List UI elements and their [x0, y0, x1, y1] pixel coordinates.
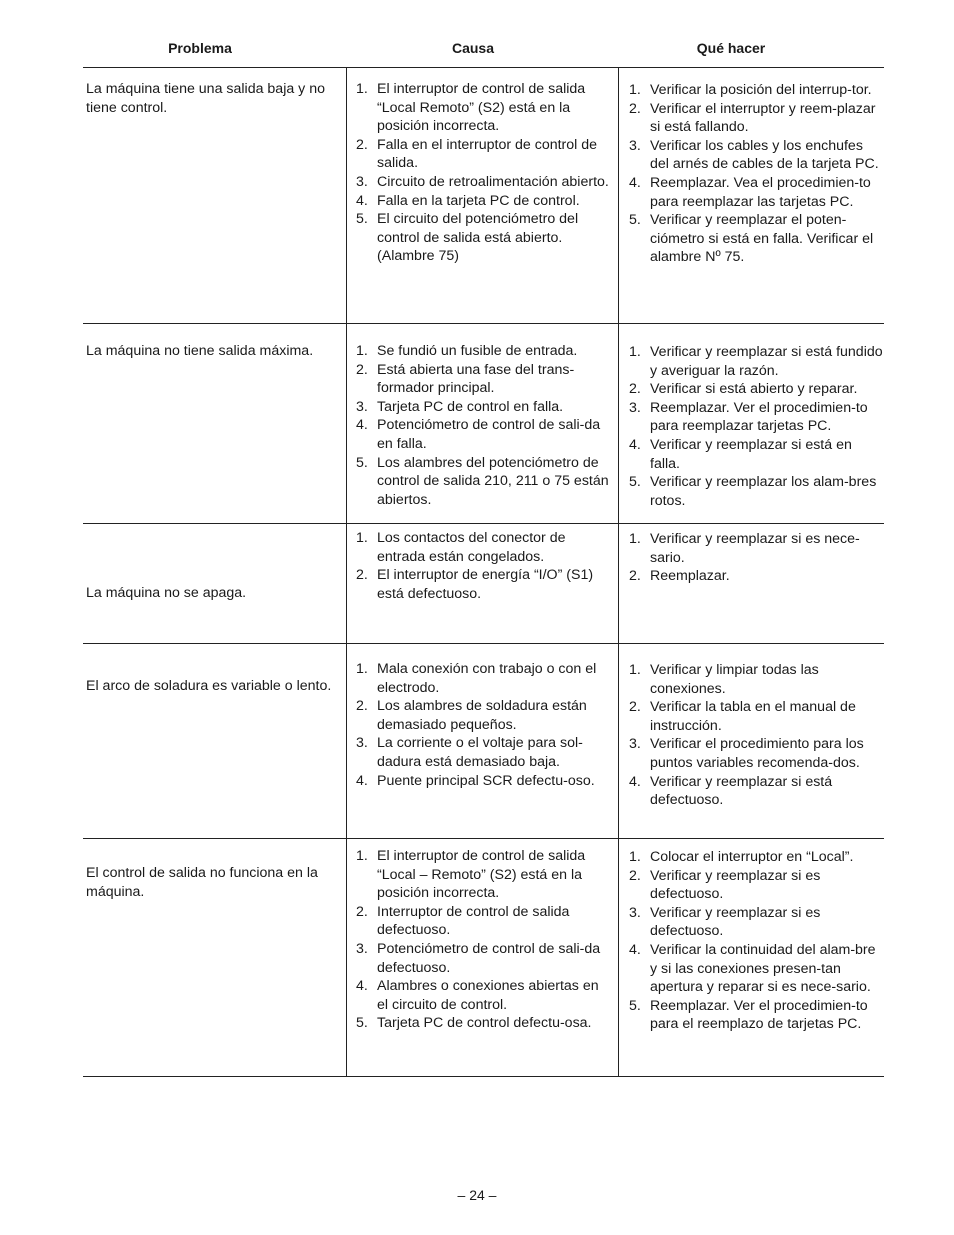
row-5-causes — [356, 847, 612, 1033]
list-item: 1. Mala conexión con trabajo o con el electrodo. — [356, 661, 597, 696]
list-item: 4. Reemplazar. Vea el procedimien-to para reemplazar las tarjetas PC. — [629, 174, 871, 210]
list-item: 3. La corriente o el voltaje para sol-dadura está demasiado baja. — [356, 735, 583, 770]
list-item: 5. Reemplazar. Ver el procedimien-to para el reemplazo de tarjetas PC. — [629, 997, 868, 1033]
row-1-causes — [356, 80, 612, 266]
row-2-fixes — [629, 343, 883, 510]
list-item: 3. Reemplazar. Ver el procedimien-to para reemplazar tarjetas PC. — [629, 399, 868, 435]
table-header — [83, 40, 884, 68]
list-item: 3. Potenciómetro de control de sali-da defectuoso. — [356, 940, 601, 976]
list-item: 2. Falla en el interruptor de control de salida. — [356, 136, 598, 172]
page-number: – 24 – — [457, 1187, 497, 1203]
row-5-fixes — [629, 848, 883, 1034]
row-2-causes — [356, 342, 612, 509]
list-item: 4. Verificar y reemplazar si está en falla. — [629, 436, 852, 472]
row-divider — [83, 838, 884, 839]
list-item: 1. Se fundió un fusible de entrada. — [356, 343, 578, 359]
list-item: 4. Verificar y reemplazar si está defectuoso. — [629, 773, 833, 809]
list-item: 2. Verificar si está abierto y reparar. — [629, 381, 858, 398]
row-3-causes — [356, 529, 612, 603]
row-divider — [83, 643, 884, 644]
table-bottom-rule — [83, 1076, 884, 1077]
row-2-problem: La máquina no tiene salida máxima. — [86, 343, 314, 359]
list-item: 2. Verificar la tabla en el manual de instrucción. — [629, 699, 856, 734]
list-item: 2. Verificar y reemplazar si es defectuoso. — [629, 867, 821, 903]
header-cause: Causa — [451, 40, 495, 56]
list-item: 1. Verificar y reemplazar si es nece-sario. — [629, 531, 860, 566]
list-item: 5. Los alambres del potenciómetro de control de salida 210, 211 o 75 están abiertos. — [356, 454, 609, 508]
list-item: 1. El interruptor de control de salida “Local – Remoto” (S2) está en la posición incorrecta. — [356, 848, 586, 902]
list-item: 2. Está abierta una fase del trans-formador principal. — [356, 361, 575, 397]
list-item: 5. Verificar y reemplazar los alam-bres rotos. — [629, 474, 877, 509]
header-problem: Problema — [168, 40, 232, 56]
list-item: 5. Tarjeta PC de control defectu-osa. — [356, 1015, 592, 1032]
header-rule — [83, 67, 884, 68]
row-4-causes — [356, 660, 612, 790]
list-item: 5. Verificar y reemplazar el poten-ciómetro si está en falla. Verificar el alambre Nº 75. — [629, 212, 874, 266]
column-divider — [346, 67, 347, 1077]
list-item: 2. Verificar el interruptor y reem-plazar si está fallando. — [629, 100, 876, 136]
header-fix: Qué hacer — [696, 40, 766, 56]
row-divider — [83, 323, 884, 324]
list-item: 3. Verificar el procedimiento para los puntos variables recomenda-dos. — [629, 736, 864, 771]
row-3-fixes — [629, 530, 883, 586]
list-item: 1. Verificar y reemplazar si está fundido y averiguar la razón. — [629, 344, 883, 379]
row-4-problem: El arco de soladura es variable o lento. — [86, 678, 332, 694]
list-item: 2. El interruptor de energía “I/O” (S1) está defectuoso. — [356, 567, 594, 602]
list-item: 1. Los contactos del conector de entrada están congelados. — [356, 530, 566, 565]
list-item: 3. Tarjeta PC de control en falla. — [356, 398, 564, 415]
row-4-fixes — [629, 661, 883, 810]
list-item: 4. Verificar la continuidad del alam-bre y si las conexiones presen-tan apertura y reparar si es nece-sario. — [629, 941, 876, 996]
row-5-problem: El control de salida no funciona en la máquina. — [86, 865, 318, 900]
list-item: 4. Falla en la tarjeta PC de control. — [356, 192, 580, 209]
row-1-problem: La máquina tiene una salida baja y no tiene control. — [86, 81, 325, 116]
row-3-problem: La máquina no se apaga. — [86, 585, 247, 601]
list-item: 2. Reemplazar. — [629, 568, 730, 585]
list-item: 4. Puente principal SCR defectu-oso. — [356, 772, 595, 789]
list-item: 3. Verificar y reemplazar si es defectuoso. — [629, 904, 821, 940]
list-item: 1. El interruptor de control de salida “Local Remoto” (S2) está en la posición incorrecta. — [356, 81, 586, 135]
list-item: 4. Alambres o conexiones abiertas en el circuito de control. — [356, 978, 599, 1013]
row-divider — [83, 523, 884, 524]
list-item: 3. Circuito de retroalimentación abierto. — [356, 173, 609, 190]
list-item: 2. Los alambres de soldadura están demasiado pequeños. — [356, 698, 587, 733]
list-item: 5. El circuito del potenciómetro del control de salida está abierto. (Alambre 75) — [356, 211, 579, 265]
list-item: 2. Interruptor de control de salida defectuoso. — [356, 903, 570, 939]
list-item: 4. Potenciómetro de control de sali-da en falla. — [356, 417, 601, 452]
row-1-fixes — [629, 81, 883, 267]
list-item: 1. Verificar la posición del interrup-tor. — [629, 82, 872, 98]
list-item: 3. Verificar los cables y los enchufes del arnés de cables de la tarjeta PC. — [629, 137, 879, 173]
list-item: 1. Verificar y limpiar todas las conexiones. — [629, 662, 819, 697]
list-item: 1. Colocar el interruptor en “Local”. — [629, 849, 854, 865]
column-divider — [618, 67, 619, 1077]
